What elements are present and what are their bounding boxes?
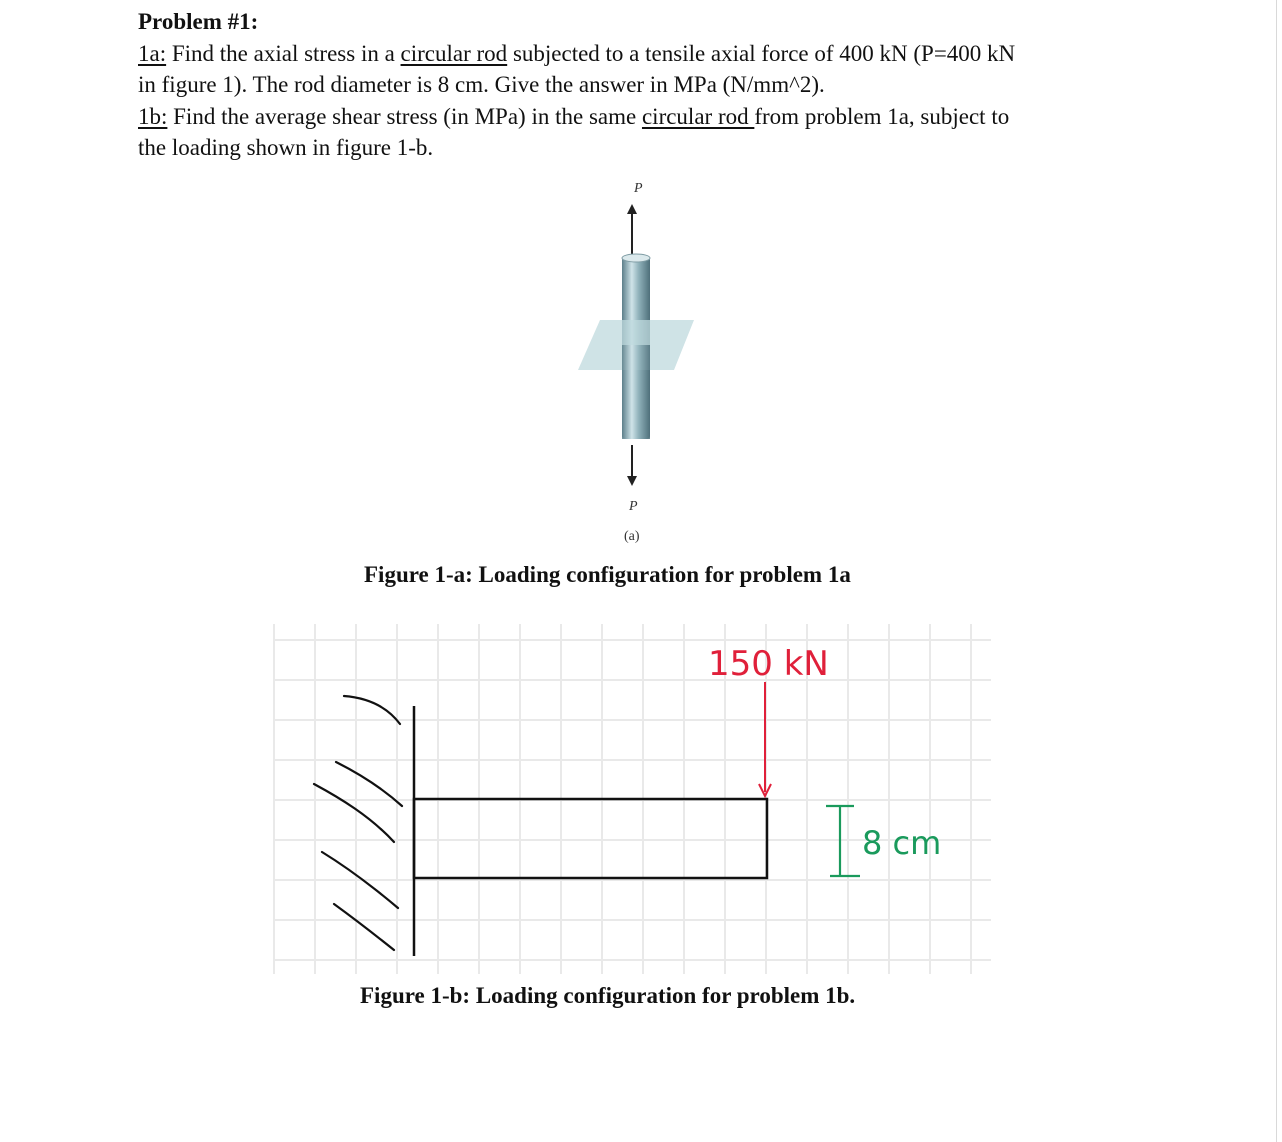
load-label: 150 kN [708,644,829,684]
figure-1b-drawing [270,620,995,980]
p-label-bottom: P [629,499,638,514]
figure-1a-drawing [570,170,710,550]
problem-title: Problem #1: [138,9,259,34]
sub-label-a: (a) [624,529,640,544]
part-a-line-1 [138,38,1138,70]
figure-1a-caption: Figure 1-a: Loading configuration for problem 1a [364,562,851,587]
wall-hatching [314,696,402,950]
bottom-arrowhead [627,476,637,486]
part-a-line-2: in figure 1). The rod diameter is 8 cm. Give the answer in MPa (N/mm^2). [138,72,825,97]
part-b-text-2: from problem 1a, subject to [754,103,1010,129]
figure-1a [570,170,710,550]
part-a-label: 1a: [138,40,167,66]
problem-text [138,6,1138,164]
rod-top-face [622,254,650,262]
rod-lower [622,345,650,439]
top-arrowhead [627,204,637,214]
part-b-line-1 [138,101,1138,133]
part-a-link: circular rod [400,40,508,66]
figure-1b-caption: Figure 1-b: Loading configuration for problem 1b. [360,983,856,1008]
part-b-link: circular rod [641,103,755,129]
part-a-text-1: Find the axial stress in a [166,40,401,66]
figure-1b [270,620,995,980]
dimension-label: 8 cm [862,824,942,862]
p-label-top: P [634,181,643,196]
part-b-text-1: Find the average shear stress (in MPa) in the same [167,103,642,129]
cantilever-beam [414,799,767,878]
page-edge [1276,0,1277,1142]
part-b-line-2: the loading shown in figure 1-b. [138,135,434,160]
part-a-text-2: subjected to a tensile axial force of 400 kN (P=400 kN [507,40,1016,66]
part-b-label: 1b: [138,103,168,129]
